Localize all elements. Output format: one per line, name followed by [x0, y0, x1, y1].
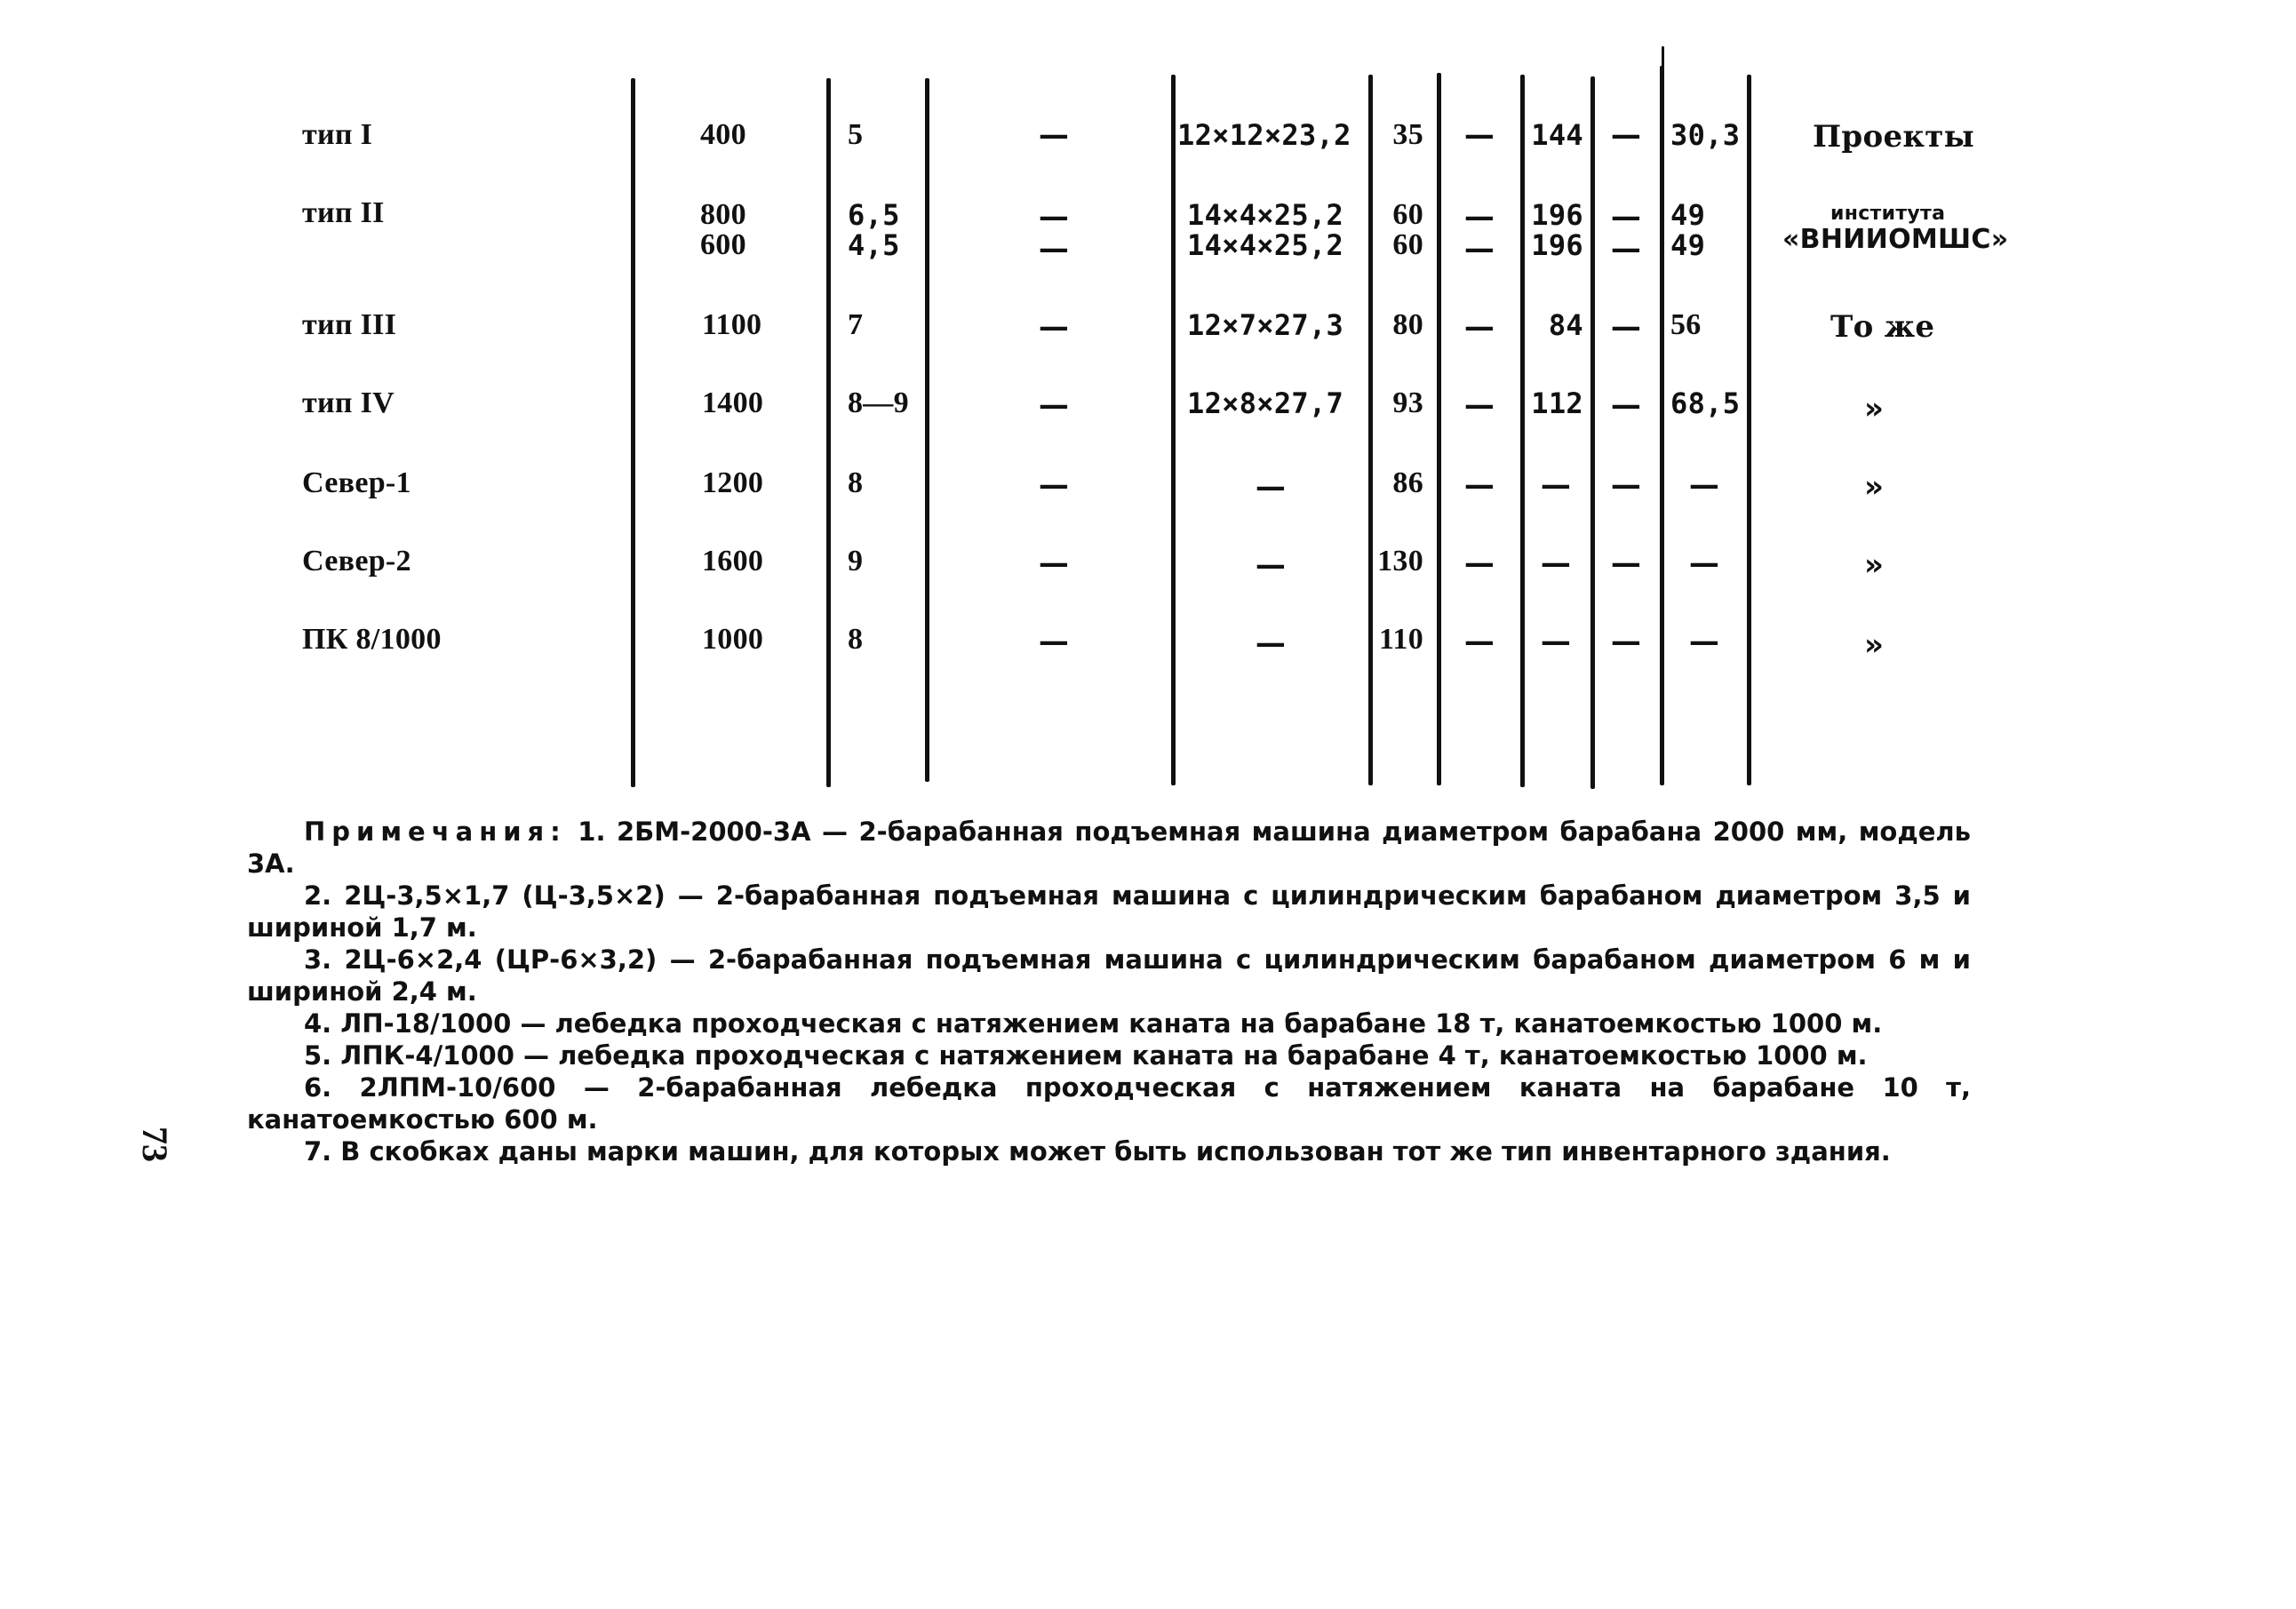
cell-h: — — [1610, 309, 1642, 345]
row-name: тип IV — [302, 386, 395, 419]
cell-dims: — — [1255, 469, 1287, 505]
cell-f: — — [1463, 624, 1495, 659]
cell-i: — — [1688, 467, 1720, 503]
cell-dims: 12×7×27,3 — [1187, 308, 1344, 342]
note-item: 4. ЛП-18/1000 — лебедка проходческая с натяжением каната на барабане 18 т, канатоемкостью 1000 м. — [304, 1008, 1883, 1039]
cell-b: 6,5 — [848, 198, 900, 232]
cell-c: — — [1038, 546, 1070, 581]
note-item: 3. 2Ц-6×2,4 (ЦР-6×3,2) — 2-барабанная подъемная машина с цилиндрическим барабаном диаметром 6 м и шириной 2,4 м. — [247, 944, 1971, 1007]
notes-col-institute: института — [1830, 203, 1946, 225]
cell-i: 56 — [1670, 308, 1702, 341]
ditto-mark: » — [1864, 391, 1885, 426]
cell-g: — — [1540, 624, 1572, 659]
note-text: 1. 2БМ-2000-3А — 2-барабанная подъемная машина диаметром барабана 2000 мм, модель 3А. — [247, 816, 1971, 879]
cell-g: 196 — [1531, 228, 1583, 262]
notes-col-institute-name: «ВНИИОМШС» — [1782, 224, 2009, 255]
cell-i: 49 — [1670, 228, 1706, 262]
cell-h: — — [1610, 467, 1642, 503]
cell-g: 112 — [1531, 386, 1583, 420]
row-name: тип III — [302, 308, 397, 341]
cell-a: 600 — [700, 228, 746, 261]
table-rule — [1520, 75, 1525, 787]
cell-c: — — [1038, 199, 1070, 235]
cell-b: 9 — [848, 545, 864, 577]
notes-col-same: То же — [1830, 309, 1935, 345]
cell-dims: 14×4×25,2 — [1187, 228, 1344, 262]
cell-e: 86 — [1392, 466, 1423, 499]
table-rule — [1662, 46, 1664, 68]
table-rule — [1437, 73, 1441, 785]
cell-dims: 12×12×23,2 — [1177, 118, 1351, 152]
cell-b: 8—9 — [848, 386, 909, 419]
cell-e: 35 — [1392, 118, 1423, 151]
page-number: 73 — [135, 1127, 175, 1162]
ditto-mark: » — [1864, 627, 1885, 663]
cell-i: 30,3 — [1670, 118, 1741, 152]
cell-a: 1200 — [702, 466, 764, 499]
cell-i: 49 — [1670, 198, 1706, 232]
cell-b: 8 — [848, 466, 864, 499]
cell-i: — — [1688, 546, 1720, 581]
cell-h: — — [1610, 231, 1642, 267]
cell-a: 1400 — [702, 386, 764, 419]
cell-h: — — [1610, 546, 1642, 581]
ditto-mark: » — [1864, 469, 1885, 505]
row-name: тип II — [302, 196, 385, 229]
notes-heading: Примечания: — [304, 816, 567, 847]
cell-c: — — [1038, 467, 1070, 503]
cell-g: 196 — [1531, 198, 1583, 232]
cell-f: — — [1463, 467, 1495, 503]
row-name: Север-1 — [302, 466, 411, 499]
cell-f: — — [1463, 231, 1495, 267]
cell-h: — — [1610, 387, 1642, 423]
cell-c: — — [1038, 624, 1070, 659]
notes-section — [247, 816, 1971, 1167]
cell-i: 68,5 — [1670, 386, 1741, 420]
cell-f: — — [1463, 387, 1495, 423]
cell-e: 110 — [1378, 623, 1423, 656]
cell-c: — — [1038, 231, 1070, 267]
cell-a: 400 — [700, 118, 746, 151]
cell-c: — — [1038, 387, 1070, 423]
table-rule — [631, 78, 635, 787]
table-rule — [1660, 66, 1664, 785]
cell-f: — — [1463, 117, 1495, 153]
note-item: 2. 2Ц-3,5×1,7 (Ц-3,5×2) — 2-барабанная подъемная машина с цилиндрическим барабаном диаметром 3,5 и шириной 1,7 м. — [247, 880, 1971, 943]
row-name: ПК 8/1000 — [302, 623, 442, 656]
cell-b: 8 — [848, 623, 864, 656]
cell-h: — — [1610, 199, 1642, 235]
cell-f: — — [1463, 199, 1495, 235]
cell-f: — — [1463, 309, 1495, 345]
note-item: 7. В скобках даны марки машин, для которых может быть использован тот же тип инвентарного здания. — [304, 1136, 1891, 1167]
note-item — [247, 816, 1971, 880]
note-item: 6. 2ЛПМ-10/600 — 2-барабанная лебедка проходческая с натяжением каната на барабане 10 т, канатоемкостью 600 м. — [247, 1072, 1971, 1135]
cell-g: 144 — [1531, 118, 1583, 152]
cell-g: — — [1540, 467, 1572, 503]
ditto-mark: » — [1864, 547, 1885, 583]
table-rule — [1590, 76, 1595, 789]
notes-col-projects: Проекты — [1813, 119, 1974, 155]
cell-b: 4,5 — [848, 228, 900, 262]
table-rule — [826, 78, 831, 787]
cell-dims: 14×4×25,2 — [1187, 198, 1344, 232]
cell-g: 84 — [1548, 308, 1583, 342]
cell-b: 5 — [848, 118, 864, 151]
cell-dims: 12×8×27,7 — [1187, 386, 1344, 420]
row-name: тип I — [302, 118, 373, 151]
cell-a: 1600 — [702, 545, 764, 577]
cell-e: 130 — [1377, 545, 1423, 577]
table-rule — [1368, 75, 1373, 785]
cell-i: — — [1688, 624, 1720, 659]
table-rule — [1171, 75, 1176, 785]
cell-c: — — [1038, 309, 1070, 345]
cell-f: — — [1463, 546, 1495, 581]
note-item: 5. ЛПК-4/1000 — лебедка проходческая с натяжением каната на барабане 4 т, канатоемкостью 1000 м. — [304, 1040, 1868, 1071]
cell-e: 60 — [1392, 228, 1423, 261]
cell-h: — — [1610, 624, 1642, 659]
cell-b: 7 — [848, 308, 864, 341]
table-rule — [1747, 75, 1751, 785]
cell-dims: — — [1255, 547, 1287, 583]
cell-e: 80 — [1392, 308, 1423, 341]
cell-a: 1100 — [702, 308, 762, 341]
cell-c: — — [1038, 117, 1070, 153]
table-rule — [925, 78, 929, 782]
cell-e: 60 — [1392, 198, 1423, 231]
cell-dims: — — [1255, 625, 1287, 661]
cell-a: 1000 — [702, 623, 764, 656]
cell-g: — — [1540, 546, 1572, 581]
cell-a: 800 — [700, 198, 746, 231]
cell-e: 93 — [1392, 386, 1423, 419]
cell-h: — — [1610, 117, 1642, 153]
row-name: Север-2 — [302, 545, 411, 577]
